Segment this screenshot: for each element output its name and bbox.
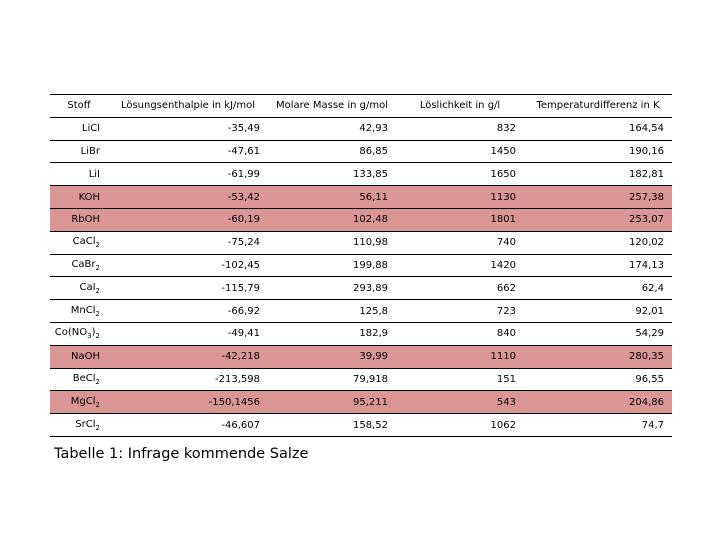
temp-diff-cell: 204,86 [524, 391, 672, 414]
solubility-cell: 1110 [396, 345, 524, 368]
molar-mass-cell: 133,85 [268, 163, 396, 186]
substance-cell: BeCl$_2$ [50, 368, 108, 391]
temp-diff-cell: 96,55 [524, 368, 672, 391]
molar-mass-cell: 158,52 [268, 414, 396, 437]
table-row [50, 368, 672, 391]
table-row [50, 208, 672, 231]
temp-diff-cell: 74,7 [524, 414, 672, 437]
solubility-cell: 832 [396, 117, 524, 140]
salt-table [50, 94, 672, 437]
molar-mass-cell: 102,48 [268, 208, 396, 231]
solubility-cell: 1450 [396, 140, 524, 163]
substance-cell: NaOH [50, 345, 108, 368]
table-row [50, 345, 672, 368]
enthalpy-cell: -49,41 [108, 322, 268, 345]
table-row [50, 163, 672, 186]
substance-cell: LiCl [50, 117, 108, 140]
substance-cell: MgCl$_2$ [50, 391, 108, 414]
enthalpy-cell: -60,19 [108, 208, 268, 231]
temp-diff-cell: 120,02 [524, 231, 672, 254]
substance-cell: KOH [50, 186, 108, 209]
enthalpy-cell: -61,99 [108, 163, 268, 186]
enthalpy-cell: -150,1456 [108, 391, 268, 414]
enthalpy-cell: -75,24 [108, 231, 268, 254]
solubility-cell: 543 [396, 391, 524, 414]
header-molar-mass: Molare Masse in g/mol [268, 95, 396, 118]
enthalpy-cell: -213,598 [108, 368, 268, 391]
temp-diff-cell: 164,54 [524, 117, 672, 140]
temp-diff-cell: 253,07 [524, 208, 672, 231]
solubility-cell: 840 [396, 322, 524, 345]
solubility-cell: 1801 [396, 208, 524, 231]
enthalpy-cell: -66,92 [108, 300, 268, 323]
substance-cell: $Co(NO_3)_2$ [50, 322, 108, 345]
header-solubility: Löslichkeit in g/l [396, 95, 524, 118]
enthalpy-cell: -35,49 [108, 117, 268, 140]
table-row [50, 322, 672, 345]
enthalpy-cell: -115,79 [108, 277, 268, 300]
table-row [50, 140, 672, 163]
enthalpy-cell: -42,218 [108, 345, 268, 368]
solubility-cell: 662 [396, 277, 524, 300]
molar-mass-cell: 79,918 [268, 368, 396, 391]
header-enthalpy: Lösungsenthalpie in kJ/mol [108, 95, 268, 118]
temp-diff-cell: 174,13 [524, 254, 672, 277]
solubility-cell: 1650 [396, 163, 524, 186]
table-row [50, 254, 672, 277]
temp-diff-cell: 280,35 [524, 345, 672, 368]
substance-cell: CaBr$_2$ [50, 254, 108, 277]
table-row [50, 414, 672, 437]
enthalpy-cell: -102,45 [108, 254, 268, 277]
table-row [50, 186, 672, 209]
header-temp-diff: Temperaturdifferenz in K [524, 95, 672, 118]
temp-diff-cell: 257,38 [524, 186, 672, 209]
substance-cell: CaCl$_2$ [50, 231, 108, 254]
molar-mass-cell: 86,85 [268, 140, 396, 163]
temp-diff-cell: 190,16 [524, 140, 672, 163]
molar-mass-cell: 56,11 [268, 186, 396, 209]
substance-cell: RbOH [50, 208, 108, 231]
substance-cell: CaI$_2$ [50, 277, 108, 300]
table-row [50, 117, 672, 140]
molar-mass-cell: 95,211 [268, 391, 396, 414]
enthalpy-cell: -53,42 [108, 186, 268, 209]
substance-cell: LiBr [50, 140, 108, 163]
substance-cell: SrCl$_2$ [50, 414, 108, 437]
temp-diff-cell: 182,81 [524, 163, 672, 186]
temp-diff-cell: 54,29 [524, 322, 672, 345]
substance-cell: MnCl$_2$ [50, 300, 108, 323]
solubility-cell: 1130 [396, 186, 524, 209]
temp-diff-cell: 62,4 [524, 277, 672, 300]
table-row [50, 231, 672, 254]
solubility-cell: 1062 [396, 414, 524, 437]
enthalpy-cell: -46,607 [108, 414, 268, 437]
molar-mass-cell: 110,98 [268, 231, 396, 254]
molar-mass-cell: 293,89 [268, 277, 396, 300]
molar-mass-cell: 39,99 [268, 345, 396, 368]
molar-mass-cell: 199,88 [268, 254, 396, 277]
substance-cell: LiI [50, 163, 108, 186]
solubility-cell: 723 [396, 300, 524, 323]
table-caption: Tabelle 1: Infrage kommende Salze [54, 446, 309, 462]
molar-mass-cell: 182,9 [268, 322, 396, 345]
molar-mass-cell: 125,8 [268, 300, 396, 323]
enthalpy-cell: -47,61 [108, 140, 268, 163]
solubility-cell: 740 [396, 231, 524, 254]
solubility-cell: 151 [396, 368, 524, 391]
table-header-row [50, 95, 672, 118]
table-row [50, 300, 672, 323]
table-row [50, 277, 672, 300]
temp-diff-cell: 92,01 [524, 300, 672, 323]
table-row [50, 391, 672, 414]
header-substance: Stoff [50, 95, 108, 118]
molar-mass-cell: 42,93 [268, 117, 396, 140]
solubility-cell: 1420 [396, 254, 524, 277]
